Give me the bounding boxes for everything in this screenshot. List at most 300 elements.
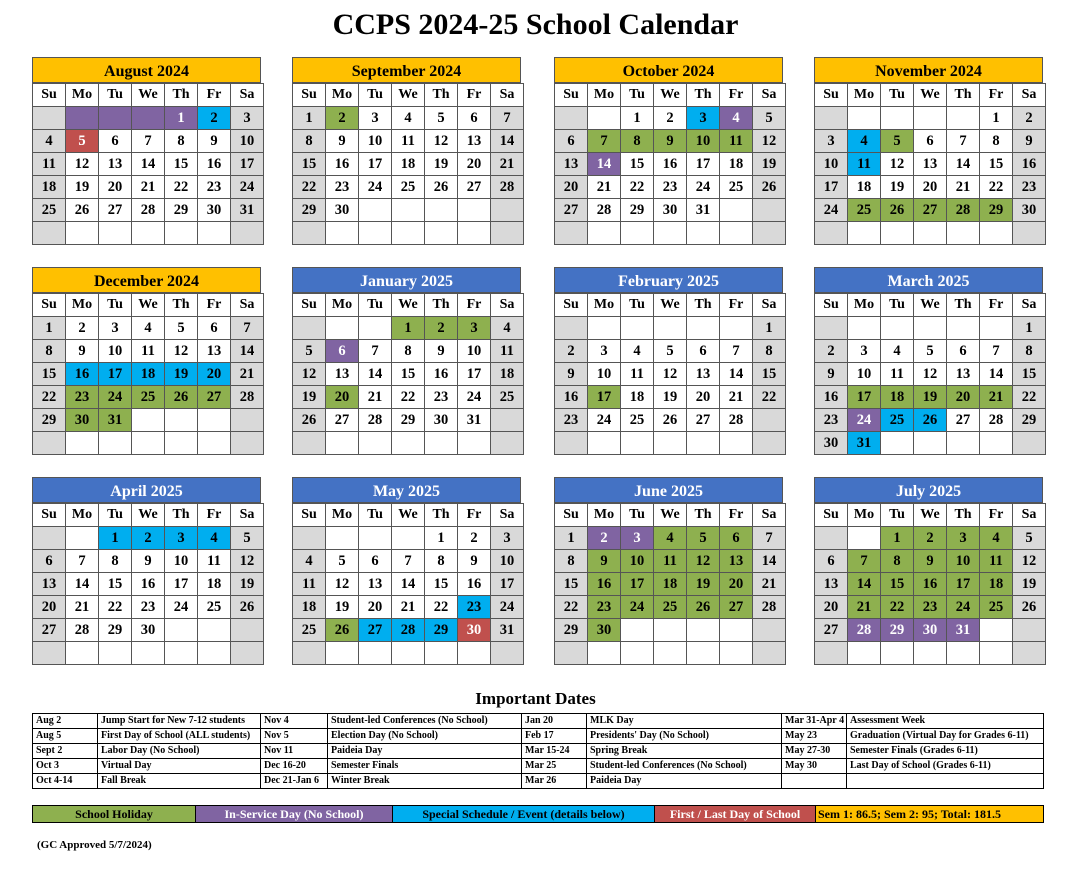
day-cell: 6 <box>458 107 491 130</box>
day-cell: 13 <box>99 153 132 176</box>
empty-cell <box>326 222 359 245</box>
empty-cell <box>458 432 491 455</box>
empty-cell <box>293 432 326 455</box>
day-cell: 18 <box>132 363 165 386</box>
day-cell: 25 <box>881 409 914 432</box>
day-cell: 12 <box>881 153 914 176</box>
empty-cell <box>1013 222 1046 245</box>
day-cell: 5 <box>881 130 914 153</box>
event-date: Aug 5 <box>33 729 98 744</box>
weekday-label: Tu <box>881 84 914 107</box>
event-description: Last Day of School (Grades 6-11) <box>847 759 1044 774</box>
day-cell: 25 <box>491 386 524 409</box>
day-cell: 19 <box>753 153 786 176</box>
month-calendar <box>814 267 1043 455</box>
empty-cell <box>359 432 392 455</box>
day-cell: 22 <box>99 596 132 619</box>
weekday-label: Fr <box>720 84 753 107</box>
day-cell: 20 <box>815 596 848 619</box>
empty-cell <box>588 642 621 665</box>
day-cell: 11 <box>654 550 687 573</box>
event-description: Spring Break <box>587 744 782 759</box>
weekday-label: Mo <box>588 504 621 527</box>
empty-cell <box>753 432 786 455</box>
empty-cell <box>848 222 881 245</box>
day-cell: 20 <box>555 176 588 199</box>
day-cell: 10 <box>815 153 848 176</box>
day-cell: 10 <box>458 340 491 363</box>
month-title: November 2024 <box>814 57 1043 83</box>
empty-cell <box>198 642 231 665</box>
event-description: Fall Break <box>98 774 261 789</box>
weekday-label: We <box>654 504 687 527</box>
day-cell: 24 <box>947 596 980 619</box>
day-cell: 29 <box>99 619 132 642</box>
day-cell: 3 <box>99 317 132 340</box>
weekday-label: Mo <box>326 84 359 107</box>
empty-cell <box>165 432 198 455</box>
empty-cell <box>687 432 720 455</box>
month-calendar <box>32 267 261 455</box>
empty-cell <box>293 527 326 550</box>
month-calendar <box>814 477 1043 665</box>
day-cell: 11 <box>198 550 231 573</box>
empty-cell <box>326 317 359 340</box>
weekday-label: Su <box>555 84 588 107</box>
empty-cell <box>33 642 66 665</box>
weekday-label: Tu <box>359 294 392 317</box>
month-title: April 2025 <box>32 477 261 503</box>
day-cell: 23 <box>132 596 165 619</box>
legend <box>32 805 1044 823</box>
day-cell: 26 <box>1013 596 1046 619</box>
day-cell: 21 <box>132 176 165 199</box>
day-cell: 28 <box>947 199 980 222</box>
day-cell: 3 <box>848 340 881 363</box>
day-cell: 1 <box>33 317 66 340</box>
day-cell: 8 <box>293 130 326 153</box>
day-cell: 26 <box>425 176 458 199</box>
event-date: May 23 <box>782 729 847 744</box>
empty-cell <box>326 642 359 665</box>
event-description: Graduation (Virtual Day for Grades 6-11) <box>847 729 1044 744</box>
day-cell: 26 <box>165 386 198 409</box>
empty-cell <box>425 222 458 245</box>
day-cell: 21 <box>980 386 1013 409</box>
empty-cell <box>881 642 914 665</box>
day-cell: 17 <box>947 573 980 596</box>
empty-cell <box>359 222 392 245</box>
day-cell: 9 <box>555 363 588 386</box>
day-cell: 25 <box>198 596 231 619</box>
empty-cell <box>392 527 425 550</box>
day-cell: 6 <box>687 340 720 363</box>
event-description: Student-led Conferences (No School) <box>587 759 782 774</box>
day-cell: 26 <box>66 199 99 222</box>
page-title: CCPS 2024-25 School Calendar <box>332 8 739 41</box>
day-cell: 10 <box>687 130 720 153</box>
empty-cell <box>588 432 621 455</box>
day-cell: 30 <box>66 409 99 432</box>
weekday-label: Mo <box>848 504 881 527</box>
empty-cell <box>914 432 947 455</box>
day-cell: 28 <box>491 176 524 199</box>
month-title: December 2024 <box>32 267 261 293</box>
day-cell: 24 <box>848 409 881 432</box>
empty-cell <box>33 527 66 550</box>
empty-cell <box>198 432 231 455</box>
day-cell: 9 <box>132 550 165 573</box>
day-cell: 2 <box>66 317 99 340</box>
event-description: Student-led Conferences (No School) <box>328 714 522 729</box>
month-calendar <box>292 267 521 455</box>
empty-cell <box>425 199 458 222</box>
day-cell: 9 <box>425 340 458 363</box>
day-cell: 17 <box>231 153 264 176</box>
day-cell: 12 <box>66 153 99 176</box>
day-cell: 25 <box>848 199 881 222</box>
day-cell: 14 <box>66 573 99 596</box>
day-cell: 16 <box>654 153 687 176</box>
weekday-label: Th <box>687 84 720 107</box>
day-cell: 24 <box>491 596 524 619</box>
day-cell: 12 <box>687 550 720 573</box>
day-cell: 27 <box>33 619 66 642</box>
empty-cell <box>654 222 687 245</box>
empty-cell <box>720 199 753 222</box>
day-cell: 19 <box>425 153 458 176</box>
month-title: February 2025 <box>554 267 783 293</box>
empty-cell <box>231 619 264 642</box>
weekday-label: Sa <box>491 504 524 527</box>
day-cell: 6 <box>198 317 231 340</box>
day-cell: 15 <box>1013 363 1046 386</box>
day-cell: 15 <box>392 363 425 386</box>
empty-cell <box>687 222 720 245</box>
day-cell: 21 <box>947 176 980 199</box>
weekday-label: Fr <box>458 504 491 527</box>
day-cell: 6 <box>33 550 66 573</box>
weekday-label: Th <box>425 294 458 317</box>
day-cell: 19 <box>654 386 687 409</box>
day-cell: 10 <box>165 550 198 573</box>
empty-cell <box>720 642 753 665</box>
event-description: Assessment Week <box>847 714 1044 729</box>
day-cell: 6 <box>359 550 392 573</box>
empty-cell <box>588 107 621 130</box>
day-cell: 27 <box>914 199 947 222</box>
day-cell: 14 <box>392 573 425 596</box>
weekday-label: We <box>914 504 947 527</box>
day-cell: 7 <box>753 527 786 550</box>
day-cell: 28 <box>392 619 425 642</box>
day-cell: 6 <box>326 340 359 363</box>
day-cell: 14 <box>132 153 165 176</box>
weekday-label: Mo <box>848 294 881 317</box>
day-cell: 31 <box>99 409 132 432</box>
day-cell: 8 <box>980 130 1013 153</box>
day-cell: 16 <box>66 363 99 386</box>
event-date: Oct 4-14 <box>33 774 98 789</box>
day-cell: 28 <box>720 409 753 432</box>
day-cell: 14 <box>491 130 524 153</box>
month-calendar <box>554 267 783 455</box>
day-cell: 15 <box>621 153 654 176</box>
weekday-label: Fr <box>198 84 231 107</box>
empty-cell <box>720 432 753 455</box>
day-cell: 24 <box>687 176 720 199</box>
day-cell: 30 <box>588 619 621 642</box>
empty-cell <box>753 619 786 642</box>
day-cell: 13 <box>359 573 392 596</box>
month-title: June 2025 <box>554 477 783 503</box>
day-cell: 31 <box>231 199 264 222</box>
day-cell: 28 <box>980 409 1013 432</box>
day-cell: 22 <box>293 176 326 199</box>
day-cell: 16 <box>198 153 231 176</box>
empty-cell <box>132 222 165 245</box>
weekday-label: Su <box>293 294 326 317</box>
day-cell: 20 <box>33 596 66 619</box>
empty-cell <box>654 432 687 455</box>
day-cell: 23 <box>914 596 947 619</box>
day-cell: 13 <box>914 153 947 176</box>
weekday-label: Tu <box>881 504 914 527</box>
day-cell: 8 <box>881 550 914 573</box>
day-cell: 12 <box>231 550 264 573</box>
weekday-label: Mo <box>588 84 621 107</box>
important-dates-row <box>33 714 1044 729</box>
empty-cell <box>165 222 198 245</box>
day-cell: 27 <box>326 409 359 432</box>
empty-cell <box>491 199 524 222</box>
day-cell: 24 <box>99 386 132 409</box>
day-cell: 28 <box>848 619 881 642</box>
day-cell: 9 <box>326 130 359 153</box>
day-cell: 1 <box>293 107 326 130</box>
day-cell: 3 <box>947 527 980 550</box>
day-cell: 19 <box>231 573 264 596</box>
day-cell: 29 <box>980 199 1013 222</box>
empty-cell <box>293 222 326 245</box>
day-cell: 25 <box>392 176 425 199</box>
day-cell: 23 <box>198 176 231 199</box>
empty-cell <box>980 432 1013 455</box>
event-date: Mar 15-24 <box>522 744 587 759</box>
empty-cell <box>33 107 66 130</box>
event-description: Paideia Day <box>328 744 522 759</box>
weekday-label: Tu <box>359 84 392 107</box>
weekday-label: Sa <box>231 504 264 527</box>
day-cell: 13 <box>947 363 980 386</box>
day-cell: 21 <box>491 153 524 176</box>
day-cell: 30 <box>198 199 231 222</box>
day-cell: 24 <box>458 386 491 409</box>
empty-cell <box>425 642 458 665</box>
day-cell: 11 <box>392 130 425 153</box>
day-cell: 17 <box>99 363 132 386</box>
day-cell: 3 <box>491 527 524 550</box>
weekday-label: Sa <box>753 504 786 527</box>
empty-cell <box>848 642 881 665</box>
day-cell: 29 <box>621 199 654 222</box>
empty-cell <box>621 317 654 340</box>
day-cell: 14 <box>947 153 980 176</box>
weekday-label: Mo <box>326 504 359 527</box>
weekday-label: Tu <box>621 84 654 107</box>
empty-cell <box>359 527 392 550</box>
empty-cell <box>132 107 165 130</box>
event-description: Labor Day (No School) <box>98 744 261 759</box>
day-cell: 1 <box>392 317 425 340</box>
day-cell: 7 <box>588 130 621 153</box>
day-cell: 21 <box>848 596 881 619</box>
weekday-label: We <box>132 294 165 317</box>
day-cell: 22 <box>165 176 198 199</box>
day-cell: 24 <box>231 176 264 199</box>
empty-cell <box>231 409 264 432</box>
day-cell: 8 <box>165 130 198 153</box>
day-cell: 29 <box>165 199 198 222</box>
weekday-label: Tu <box>99 84 132 107</box>
day-cell: 27 <box>815 619 848 642</box>
month-calendar <box>32 477 261 665</box>
empty-cell <box>947 222 980 245</box>
day-cell: 25 <box>654 596 687 619</box>
day-cell: 24 <box>621 596 654 619</box>
day-cell: 18 <box>621 386 654 409</box>
day-cell: 6 <box>555 130 588 153</box>
day-cell: 17 <box>458 363 491 386</box>
empty-cell <box>555 317 588 340</box>
weekday-label: Mo <box>848 84 881 107</box>
day-cell: 3 <box>687 107 720 130</box>
weekday-label: We <box>132 84 165 107</box>
day-cell: 10 <box>359 130 392 153</box>
day-cell: 26 <box>231 596 264 619</box>
weekday-label: Th <box>687 504 720 527</box>
day-cell: 14 <box>231 340 264 363</box>
weekday-label: Mo <box>326 294 359 317</box>
day-cell: 18 <box>848 176 881 199</box>
day-cell: 15 <box>33 363 66 386</box>
day-cell: 9 <box>458 550 491 573</box>
day-cell: 20 <box>198 363 231 386</box>
day-cell: 4 <box>198 527 231 550</box>
day-cell: 17 <box>687 153 720 176</box>
day-cell: 22 <box>881 596 914 619</box>
day-cell: 18 <box>293 596 326 619</box>
day-cell: 16 <box>1013 153 1046 176</box>
weekday-label: We <box>654 84 687 107</box>
day-cell: 3 <box>359 107 392 130</box>
day-cell: 17 <box>815 176 848 199</box>
day-cell: 16 <box>588 573 621 596</box>
day-cell: 27 <box>720 596 753 619</box>
day-cell: 5 <box>231 527 264 550</box>
day-cell: 12 <box>914 363 947 386</box>
day-cell: 14 <box>980 363 1013 386</box>
day-cell: 1 <box>99 527 132 550</box>
day-cell: 26 <box>326 619 359 642</box>
day-cell: 12 <box>165 340 198 363</box>
empty-cell <box>33 222 66 245</box>
empty-cell <box>815 527 848 550</box>
day-cell: 9 <box>914 550 947 573</box>
empty-cell <box>980 317 1013 340</box>
day-cell: 27 <box>947 409 980 432</box>
empty-cell <box>198 409 231 432</box>
weekday-label: Sa <box>1013 84 1046 107</box>
day-cell: 1 <box>425 527 458 550</box>
day-cell: 30 <box>132 619 165 642</box>
empty-cell <box>165 642 198 665</box>
day-cell: 17 <box>848 386 881 409</box>
day-cell: 30 <box>914 619 947 642</box>
day-cell: 7 <box>980 340 1013 363</box>
event-date: Oct 3 <box>33 759 98 774</box>
day-cell: 8 <box>425 550 458 573</box>
month-calendar <box>554 57 783 245</box>
empty-cell <box>881 107 914 130</box>
day-cell: 30 <box>425 409 458 432</box>
day-cell: 13 <box>458 130 491 153</box>
event-date: Dec 21-Jan 6 <box>261 774 328 789</box>
day-cell: 30 <box>458 619 491 642</box>
day-cell: 1 <box>621 107 654 130</box>
day-cell: 22 <box>555 596 588 619</box>
day-cell: 31 <box>458 409 491 432</box>
month-title: March 2025 <box>814 267 1043 293</box>
weekday-label: We <box>914 294 947 317</box>
day-cell: 12 <box>654 363 687 386</box>
day-cell: 4 <box>881 340 914 363</box>
day-cell: 4 <box>392 107 425 130</box>
event-description: Semester Finals (Grades 6-11) <box>847 744 1044 759</box>
day-cell: 28 <box>132 199 165 222</box>
day-cell: 19 <box>687 573 720 596</box>
weekday-label: We <box>132 504 165 527</box>
day-cell: 17 <box>165 573 198 596</box>
weekday-label: Sa <box>491 84 524 107</box>
day-cell: 19 <box>66 176 99 199</box>
day-cell: 2 <box>588 527 621 550</box>
event-date: Nov 5 <box>261 729 328 744</box>
day-cell: 5 <box>654 340 687 363</box>
day-cell: 21 <box>753 573 786 596</box>
day-cell: 11 <box>293 573 326 596</box>
empty-cell <box>914 642 947 665</box>
weekday-label: Su <box>555 294 588 317</box>
day-cell: 7 <box>392 550 425 573</box>
event-date: Mar 26 <box>522 774 587 789</box>
event-date: Mar 31-Apr 4 <box>782 714 847 729</box>
day-cell: 15 <box>980 153 1013 176</box>
day-cell: 16 <box>815 386 848 409</box>
day-cell: 1 <box>1013 317 1046 340</box>
day-cell: 18 <box>198 573 231 596</box>
empty-cell <box>914 317 947 340</box>
empty-cell <box>33 432 66 455</box>
empty-cell <box>687 619 720 642</box>
day-cell: 23 <box>555 409 588 432</box>
day-cell: 10 <box>99 340 132 363</box>
empty-cell <box>458 222 491 245</box>
day-cell: 7 <box>848 550 881 573</box>
day-cell: 16 <box>425 363 458 386</box>
day-cell: 10 <box>231 130 264 153</box>
day-cell: 13 <box>687 363 720 386</box>
